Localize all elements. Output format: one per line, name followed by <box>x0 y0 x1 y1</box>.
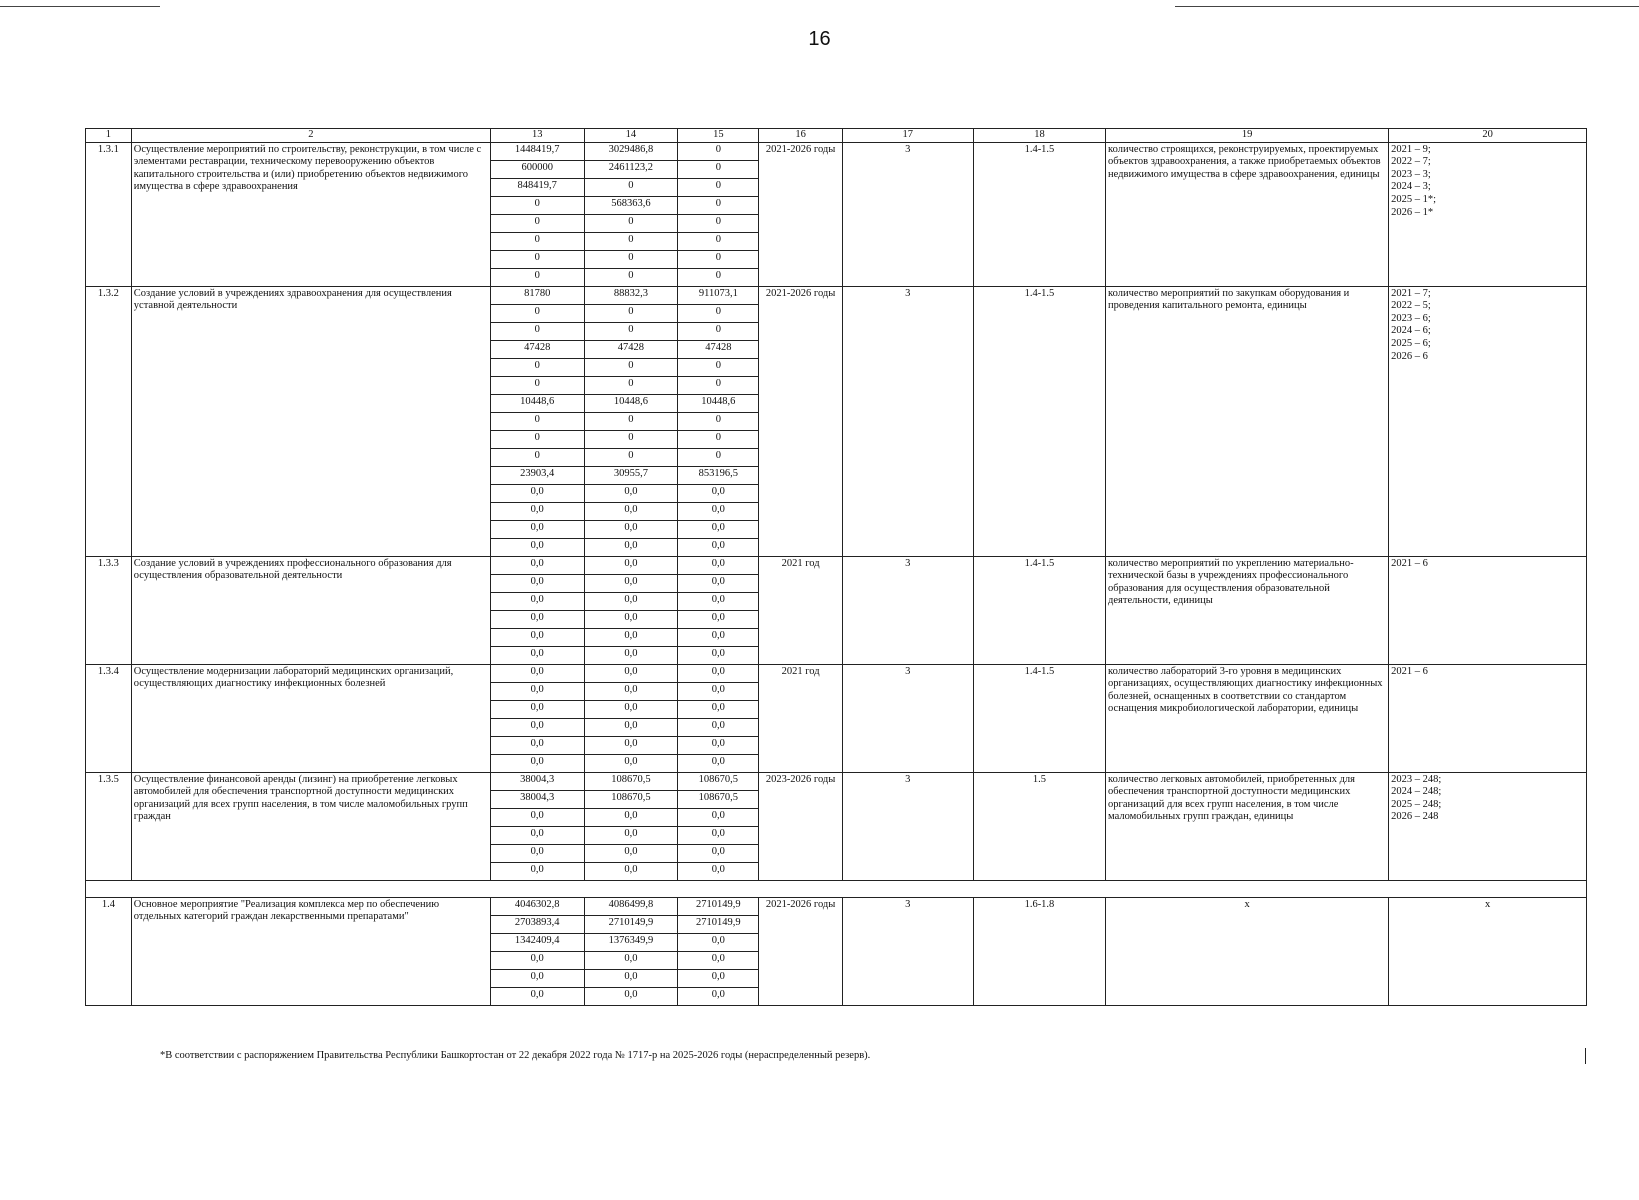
value-col-15: 0 <box>678 376 759 394</box>
value-col-15: 0,0 <box>678 520 759 538</box>
value-col-15: 108670,5 <box>678 790 759 808</box>
header-col-2: 2 <box>131 129 490 143</box>
period: 2021-2026 годы <box>759 286 842 556</box>
row-code: 1.3.5 <box>86 772 132 880</box>
value-col-13: 0,0 <box>490 700 584 718</box>
row-code: 1.3.4 <box>86 664 132 772</box>
activity-name: Осуществление мероприятий по строительству, реконструкции, в том числе с элементами реставрации, техническому перевооружению объектов капитального строительства и (или) приобретению объектов недвижимого имущества в сфере здравоохранения <box>131 142 490 286</box>
value-col-13: 848419,7 <box>490 178 584 196</box>
value-col-15: 0 <box>678 430 759 448</box>
value-col-15: 0,0 <box>678 484 759 502</box>
value-col-14: 0,0 <box>584 502 678 520</box>
value-col-14: 0,0 <box>584 808 678 826</box>
value-col-14: 0,0 <box>584 951 678 969</box>
header-col-15: 15 <box>678 129 759 143</box>
value-col-13: 0,0 <box>490 628 584 646</box>
value-col-14: 0 <box>584 250 678 268</box>
value-col-15: 2710149,9 <box>678 897 759 915</box>
value-col-13: 81780 <box>490 286 584 304</box>
row-code: 1.3.2 <box>86 286 132 556</box>
value-col-13: 0,0 <box>490 556 584 574</box>
indicator-text: количество строящихся, реконструируемых, проектируемых объектов здравоохранения, а также приобретаемых объектов недвижимого имущества в сфере здравоохранения, единицы <box>1106 142 1389 286</box>
indicator-text: количество лабораторий 3-го уровня в медицинских организациях, осуществляющих диагностику инфекционных болезней, оснащенных в соответствии со стандартом оснащения микробиологической лаборатории, единицы <box>1106 664 1389 772</box>
activity-name: Осуществление финансовой аренды (лизинг) на приобретение легковых автомобилей для обеспечения транспортной доступности медицинских организаций для всех групп населения, в том числе маломобильных групп граждан <box>131 772 490 880</box>
value-col-14: 0 <box>584 376 678 394</box>
value-col-13: 23903,4 <box>490 466 584 484</box>
value-col-13: 0,0 <box>490 987 584 1005</box>
value-col-15: 2710149,9 <box>678 915 759 933</box>
value-col-13: 1342409,4 <box>490 933 584 951</box>
table-row <box>86 897 1587 915</box>
value-col-15: 108670,5 <box>678 772 759 790</box>
header-row <box>86 129 1587 143</box>
value-col-13: 38004,3 <box>490 790 584 808</box>
col-17-value: 3 <box>842 897 973 1005</box>
value-col-14: 0,0 <box>584 664 678 682</box>
value-col-14: 0,0 <box>584 610 678 628</box>
value-col-14: 0,0 <box>584 862 678 880</box>
value-col-13: 0,0 <box>490 808 584 826</box>
indicator-refs: 1.6-1.8 <box>973 897 1105 1005</box>
value-col-14: 0,0 <box>584 969 678 987</box>
target-year-value: х <box>1484 898 1491 910</box>
value-col-15: 0 <box>678 268 759 286</box>
value-col-14: 0,0 <box>584 987 678 1005</box>
target-year-value: 2026 – 248 <box>1391 811 1439 823</box>
value-col-15: 0,0 <box>678 628 759 646</box>
value-col-14: 0,0 <box>584 520 678 538</box>
value-col-15: 0 <box>678 322 759 340</box>
indicator-refs: 1.5 <box>973 772 1105 880</box>
value-col-13: 0,0 <box>490 682 584 700</box>
value-col-15: 0 <box>678 160 759 178</box>
indicator-refs: 1.4-1.5 <box>973 556 1105 664</box>
header-col-20: 20 <box>1389 129 1587 143</box>
target-year-value: 2025 – 6; <box>1391 337 1431 349</box>
target-year-value: 2023 – 3; <box>1391 168 1431 180</box>
value-col-15: 0,0 <box>678 844 759 862</box>
value-col-14: 0 <box>584 268 678 286</box>
value-col-14: 0,0 <box>584 484 678 502</box>
target-year-value: 2026 – 6 <box>1391 350 1428 362</box>
value-col-15: 0,0 <box>678 700 759 718</box>
section-spacer <box>86 880 1587 897</box>
value-col-15: 911073,1 <box>678 286 759 304</box>
value-col-15: 0,0 <box>678 826 759 844</box>
target-year-value: 2022 – 5; <box>1391 300 1431 312</box>
target-year-value: 2025 – 248; <box>1391 798 1442 810</box>
value-col-15: 0,0 <box>678 502 759 520</box>
period: 2023-2026 годы <box>759 772 842 880</box>
period: 2021-2026 годы <box>759 897 842 1005</box>
indicator-refs: 1.4-1.5 <box>973 286 1105 556</box>
value-col-14: 1376349,9 <box>584 933 678 951</box>
value-col-14: 0,0 <box>584 682 678 700</box>
col-17-value: 3 <box>842 286 973 556</box>
value-col-15: 0,0 <box>678 610 759 628</box>
value-col-14: 3029486,8 <box>584 142 678 160</box>
value-col-15: 0 <box>678 412 759 430</box>
target-year-value: 2021 – 6 <box>1391 557 1428 569</box>
value-col-14: 0,0 <box>584 556 678 574</box>
period: 2021-2026 годы <box>759 142 842 286</box>
activity-name: Создание условий в учреждениях профессионального образования для осуществления образовательной деятельности <box>131 556 490 664</box>
indicator-text: количество легковых автомобилей, приобретенных для обеспечения транспортной доступности медицинских организаций для всех групп населения, в том числе маломобильных групп граждан, единицы <box>1106 772 1389 880</box>
value-col-13: 0,0 <box>490 862 584 880</box>
value-col-14: 568363,6 <box>584 196 678 214</box>
value-col-13: 0,0 <box>490 826 584 844</box>
target-values <box>1389 664 1587 772</box>
col-17-value: 3 <box>842 142 973 286</box>
row-code: 1.3.3 <box>86 556 132 664</box>
value-col-15: 0,0 <box>678 987 759 1005</box>
target-year-value: 2026 – 1* <box>1391 206 1434 218</box>
value-col-14: 47428 <box>584 340 678 358</box>
value-col-13: 0 <box>490 376 584 394</box>
value-col-13: 0,0 <box>490 736 584 754</box>
row-code: 1.4 <box>86 897 132 1005</box>
header-col-16: 16 <box>759 129 842 143</box>
header-col-13: 13 <box>490 129 584 143</box>
program-table <box>85 128 1587 1006</box>
top-rule-right <box>1175 6 1639 7</box>
table-row <box>86 772 1587 790</box>
target-year-value: 2021 – 7; <box>1391 287 1431 299</box>
value-col-13: 0,0 <box>490 718 584 736</box>
value-col-13: 0,0 <box>490 520 584 538</box>
right-border-mark <box>1585 1048 1586 1064</box>
target-year-value: 2024 – 6; <box>1391 325 1431 337</box>
value-col-13: 0 <box>490 232 584 250</box>
value-col-15: 0,0 <box>678 862 759 880</box>
activity-name: Основное мероприятие "Реализация комплекса мер по обеспечению отдельных категорий граждан лекарственными препаратами" <box>131 897 490 1005</box>
target-values <box>1389 142 1587 286</box>
value-col-15: 0,0 <box>678 664 759 682</box>
target-year-value: 2024 – 248; <box>1391 786 1442 798</box>
value-col-14: 0,0 <box>584 646 678 664</box>
header-col-18: 18 <box>973 129 1105 143</box>
value-col-13: 0,0 <box>490 538 584 556</box>
col-17-value: 3 <box>842 556 973 664</box>
header-col-14: 14 <box>584 129 678 143</box>
value-col-15: 0,0 <box>678 574 759 592</box>
value-col-15: 0,0 <box>678 646 759 664</box>
col-17-value: 3 <box>842 664 973 772</box>
value-col-14: 0 <box>584 448 678 466</box>
value-col-13: 0,0 <box>490 574 584 592</box>
value-col-14: 0,0 <box>584 826 678 844</box>
value-col-15: 0 <box>678 358 759 376</box>
value-col-14: 0 <box>584 178 678 196</box>
value-col-13: 0 <box>490 268 584 286</box>
col-17-value: 3 <box>842 772 973 880</box>
value-col-13: 0,0 <box>490 951 584 969</box>
value-col-13: 0,0 <box>490 969 584 987</box>
activity-name: Осуществление модернизации лабораторий медицинских организаций, осуществляющих диагностику инфекционных болезней <box>131 664 490 772</box>
value-col-13: 47428 <box>490 340 584 358</box>
value-col-13: 0 <box>490 304 584 322</box>
value-col-15: 0 <box>678 178 759 196</box>
indicator-refs: 1.4-1.5 <box>973 142 1105 286</box>
value-col-14: 0,0 <box>584 736 678 754</box>
value-col-13: 0,0 <box>490 484 584 502</box>
value-col-15: 0,0 <box>678 933 759 951</box>
value-col-15: 0 <box>678 250 759 268</box>
value-col-13: 0 <box>490 250 584 268</box>
target-year-value: 2021 – 6 <box>1391 665 1428 677</box>
value-col-13: 0 <box>490 322 584 340</box>
value-col-14: 30955,7 <box>584 466 678 484</box>
value-col-14: 10448,6 <box>584 394 678 412</box>
table-row <box>86 142 1587 160</box>
table-row <box>86 286 1587 304</box>
value-col-15: 0 <box>678 196 759 214</box>
value-col-15: 0,0 <box>678 808 759 826</box>
value-col-15: 10448,6 <box>678 394 759 412</box>
value-col-13: 10448,6 <box>490 394 584 412</box>
value-col-15: 0,0 <box>678 682 759 700</box>
value-col-14: 0 <box>584 304 678 322</box>
target-values <box>1389 286 1587 556</box>
target-year-value: 2025 – 1*; <box>1391 193 1437 205</box>
value-col-15: 0 <box>678 142 759 160</box>
value-col-14: 88832,3 <box>584 286 678 304</box>
value-col-13: 0,0 <box>490 610 584 628</box>
value-col-13: 0,0 <box>490 592 584 610</box>
target-year-value: 2023 – 6; <box>1391 312 1431 324</box>
value-col-13: 2703893,4 <box>490 915 584 933</box>
value-col-14: 0,0 <box>584 574 678 592</box>
value-col-15: 47428 <box>678 340 759 358</box>
value-col-14: 108670,5 <box>584 772 678 790</box>
value-col-14: 0 <box>584 214 678 232</box>
value-col-15: 0 <box>678 448 759 466</box>
value-col-14: 0,0 <box>584 718 678 736</box>
row-code: 1.3.1 <box>86 142 132 286</box>
value-col-13: 0 <box>490 412 584 430</box>
value-col-15: 0 <box>678 304 759 322</box>
table-row <box>86 664 1587 682</box>
footnote: *В соответствии с распоряжением Правительства Республики Башкортостан от 22 декабря 2022 года № 1717-р на 2025-2026 годы (нераспределенный резерв). <box>160 1050 871 1061</box>
target-year-value: 2022 – 7; <box>1391 156 1431 168</box>
value-col-13: 0,0 <box>490 844 584 862</box>
value-col-14: 0,0 <box>584 700 678 718</box>
value-col-13: 0 <box>490 448 584 466</box>
value-col-14: 2461123,2 <box>584 160 678 178</box>
value-col-13: 0 <box>490 358 584 376</box>
value-col-15: 0,0 <box>678 951 759 969</box>
period: 2021 год <box>759 664 842 772</box>
value-col-13: 600000 <box>490 160 584 178</box>
value-col-14: 0,0 <box>584 844 678 862</box>
target-year-value: 2021 – 9; <box>1391 143 1431 155</box>
value-col-15: 853196,5 <box>678 466 759 484</box>
indicator-text: количество мероприятий по закупкам оборудования и проведения капитального ремонта, единицы <box>1106 286 1389 556</box>
period: 2021 год <box>759 556 842 664</box>
value-col-14: 0,0 <box>584 628 678 646</box>
value-col-14: 0,0 <box>584 592 678 610</box>
value-col-13: 38004,3 <box>490 772 584 790</box>
page-number: 16 <box>808 28 831 50</box>
header-col-17: 17 <box>842 129 973 143</box>
activity-name: Создание условий в учреждениях здравоохранения для осуществления уставной деятельности <box>131 286 490 556</box>
top-rule-left <box>0 6 160 7</box>
value-col-13: 0,0 <box>490 502 584 520</box>
value-col-15: 0,0 <box>678 969 759 987</box>
header-col-1: 1 <box>86 129 132 143</box>
target-values <box>1389 897 1587 1005</box>
target-year-value: 2023 – 248; <box>1391 773 1442 785</box>
value-col-14: 0 <box>584 232 678 250</box>
value-col-14: 0 <box>584 322 678 340</box>
value-col-15: 0,0 <box>678 736 759 754</box>
target-values <box>1389 556 1587 664</box>
value-col-15: 0 <box>678 214 759 232</box>
value-col-13: 4046302,8 <box>490 897 584 915</box>
indicator-refs: 1.4-1.5 <box>973 664 1105 772</box>
value-col-15: 0 <box>678 232 759 250</box>
value-col-14: 108670,5 <box>584 790 678 808</box>
value-col-13: 0,0 <box>490 754 584 772</box>
value-col-15: 0,0 <box>678 556 759 574</box>
value-col-14: 0,0 <box>584 538 678 556</box>
value-col-14: 0 <box>584 430 678 448</box>
value-col-13: 0,0 <box>490 646 584 664</box>
header-col-19: 19 <box>1106 129 1389 143</box>
indicator-text: х <box>1106 897 1389 1005</box>
value-col-14: 0 <box>584 412 678 430</box>
value-col-14: 2710149,9 <box>584 915 678 933</box>
value-col-13: 0,0 <box>490 664 584 682</box>
value-col-14: 0 <box>584 358 678 376</box>
indicator-text: количество мероприятий по укреплению материально-технической базы в учреждениях профессионального образования для осуществления образовательной деятельности, единицы <box>1106 556 1389 664</box>
value-col-13: 0 <box>490 214 584 232</box>
value-col-13: 0 <box>490 196 584 214</box>
value-col-15: 0,0 <box>678 718 759 736</box>
target-year-value: 2024 – 3; <box>1391 181 1431 193</box>
value-col-14: 0,0 <box>584 754 678 772</box>
value-col-15: 0,0 <box>678 538 759 556</box>
target-values <box>1389 772 1587 880</box>
value-col-15: 0,0 <box>678 592 759 610</box>
value-col-13: 0 <box>490 430 584 448</box>
value-col-14: 4086499,8 <box>584 897 678 915</box>
value-col-15: 0,0 <box>678 754 759 772</box>
table-row <box>86 556 1587 574</box>
section-spacer-row <box>86 880 1587 897</box>
value-col-13: 1448419,7 <box>490 142 584 160</box>
